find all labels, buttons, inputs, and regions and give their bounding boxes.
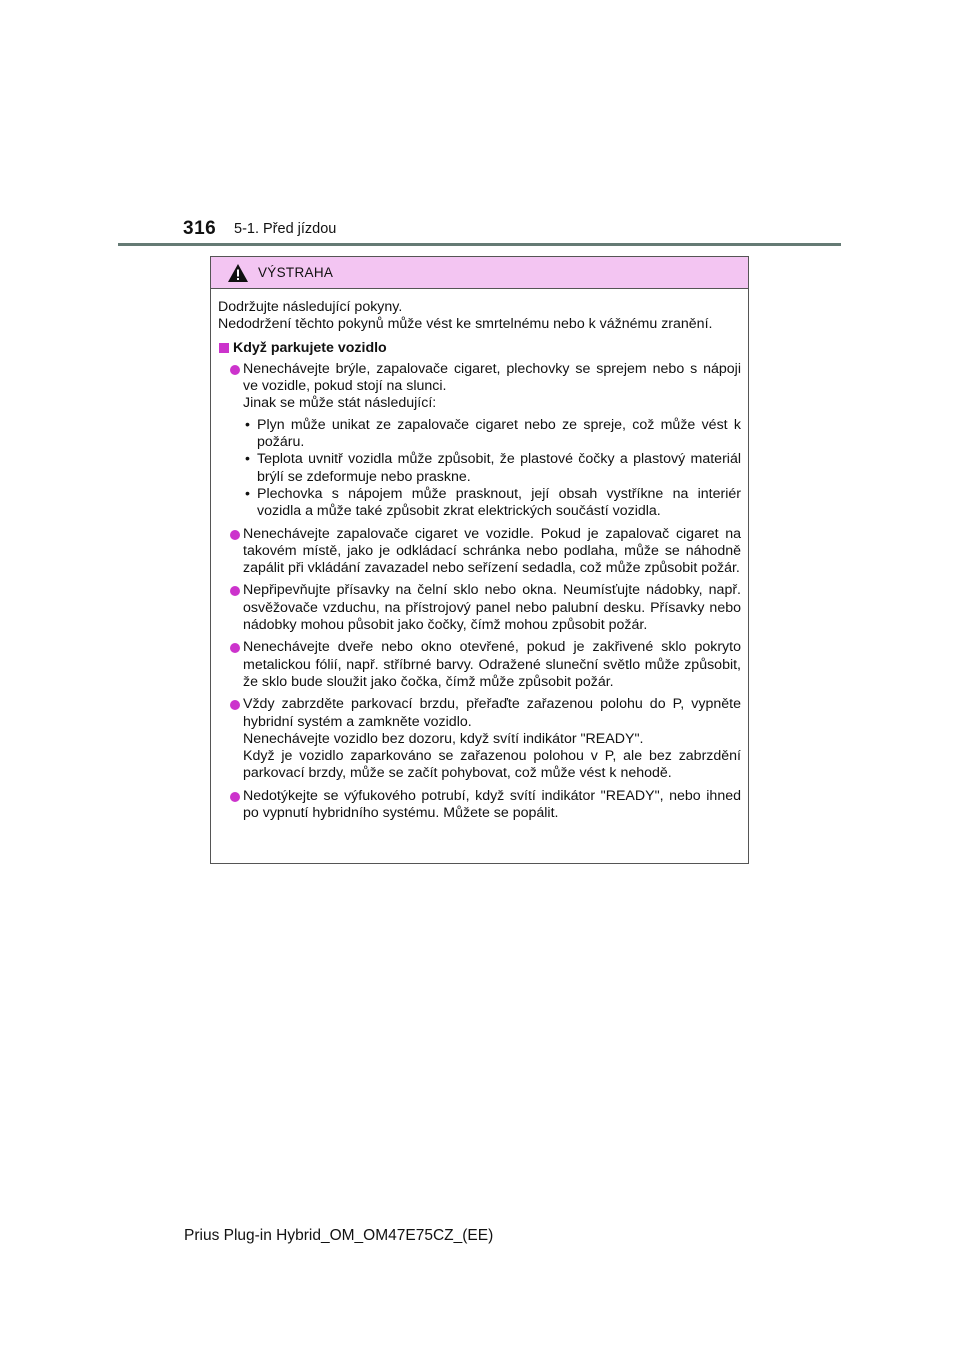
bullet-mark: • <box>245 451 250 468</box>
sublist <box>243 417 741 521</box>
section-heading-text: Když parkujete vozidlo <box>233 339 387 356</box>
list-item <box>218 696 741 782</box>
item-text: Nepřipevňujte přísavky na čelní sklo nebo okna. Neumísťujte nádobky, např. osvěžovače vzduchu, na přístrojový panel nebo palubní desku. Přísavky nebo nádobky mohou působit jako čočky, čímž mohou způsobit požár. <box>243 582 741 634</box>
section-title: 5-1. Před jízdou <box>234 221 337 237</box>
section-heading <box>218 340 741 357</box>
list-item <box>218 361 741 521</box>
header-rule <box>118 243 841 246</box>
sublist-item <box>243 417 741 452</box>
item-text: Nenechávejte dveře nebo okno otevřené, pokud je zakřivené sklo pokryto metalickou fólií, např. stříbrné barvy. Odražené sluneční světlo může způsobit, že sklo bude sloužit jako čočka, čímž může způsobit požár. <box>243 639 741 690</box>
square-bullet-icon <box>219 343 229 353</box>
footer-document-id: Prius Plug-in Hybrid_OM_OM47E75CZ_(EE) <box>184 1227 494 1244</box>
dot-bullet-icon <box>230 700 240 710</box>
intro-line: Dodržujte následující pokyny. <box>218 299 403 315</box>
item-text: Nenechávejte brýle, zapalovače cigaret, plechovky se sprejem nebo s nápoji ve vozidle, pokud stojí na slunci. <box>243 360 741 395</box>
subitem-text: Teplota uvnitř vozidla může způsobit, že plastové čočky a plastový materiál brýlí se zdeformuje nebo praskne. <box>257 451 741 485</box>
warning-body <box>211 289 748 822</box>
sublist-item <box>243 486 741 521</box>
dot-bullet-icon <box>230 586 240 596</box>
item-text: Jinak se může stát následující: <box>243 395 437 412</box>
bullet-mark: • <box>245 416 250 433</box>
intro-line: Nedodržení těchto pokynů může vést ke smrtelnému nebo k vážnému zranění. <box>218 316 713 333</box>
sublist-item <box>243 451 741 486</box>
subitem-text: Plechovka s nápojem může prasknout, její obsah vystříkne na interiér vozidla a může také způsobit zkrat elektrických součástí vozidla. <box>257 485 741 520</box>
warning-header <box>211 257 748 289</box>
item-text: Nenechávejte vozidlo bez dozoru, když svítí indikátor "READY". <box>243 730 644 747</box>
list-item <box>218 582 741 634</box>
dot-bullet-icon <box>230 792 240 802</box>
subitem-text: Plyn může unikat ze zapalovače cigaret nebo ze spreje, což může vést k požáru. <box>257 416 741 451</box>
warning-triangle-icon <box>227 263 249 283</box>
dot-bullet-icon <box>230 365 240 375</box>
list-item <box>218 788 741 823</box>
warning-title: VÝSTRAHA <box>258 265 334 280</box>
item-text: Nenechávejte zapalovače cigaret ve vozidle. Pokud je zapalovač cigaret na takovém místě, jako je odkládací schránka nebo podlaha, může se náhodně zapálit při vkládání zavazadel nebo seřízení sedadla, což může způsobit požár. <box>243 525 741 577</box>
list-item <box>218 639 741 691</box>
item-text: Když je vozidlo zaparkováno se zařazenou polohou v P, ale bez zabrzdění parkovací brzdy, může se začít pohybovat, což může vést k nehodě. <box>243 748 741 782</box>
page-number: 316 <box>183 218 217 239</box>
list-item <box>218 526 741 578</box>
warning-box <box>210 256 749 864</box>
dot-bullet-icon <box>230 643 240 653</box>
item-text: Vždy zabrzděte parkovací brzdu, přeřaďte zařazenou polohu do P, vypněte hybridní systém a zamkněte vozidlo. <box>243 696 741 730</box>
bullet-mark: • <box>245 485 250 502</box>
item-text: Nedotýkejte se výfukového potrubí, když svítí indikátor "READY", nebo ihned po vypnutí hybridního systému. Můžete se popálit. <box>243 787 741 822</box>
dot-bullet-icon <box>230 530 240 540</box>
warning-intro <box>218 299 741 334</box>
